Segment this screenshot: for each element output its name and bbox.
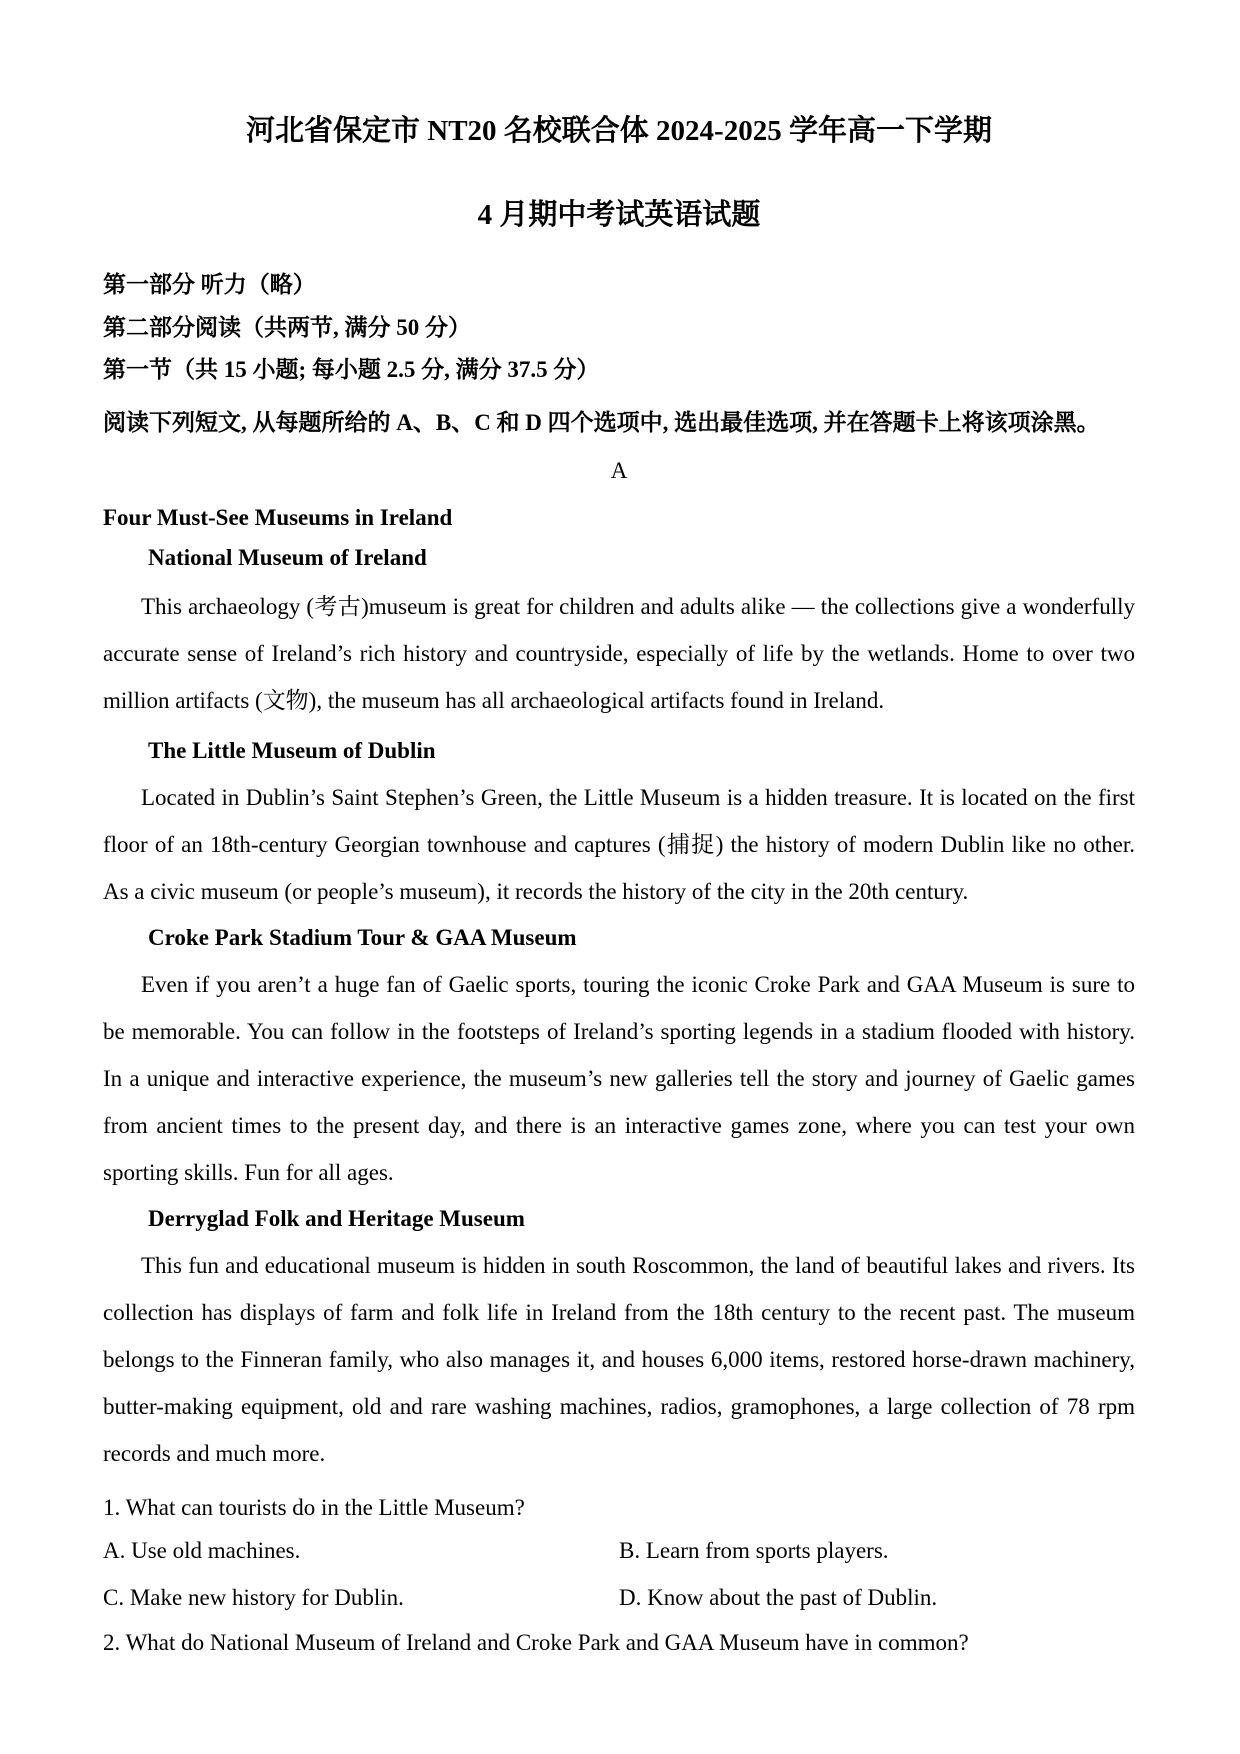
- part2-heading: 第二部分阅读（共两节, 满分 50 分）: [103, 315, 471, 340]
- question-1-text: 1. What can tourists do in the Little Museum?: [103, 1495, 525, 1520]
- passage-paragraph-2: Located in Dublin’s Saint Stephen’s Green, the Little Museum is a hidden treasure. It is located on the first floor of an 18th-century Georgian townhouse and captures (捕捉) the history of modern Dublin like no other. As a civic museum (or people’s museum), it records the history of the city in the 20th century.: [103, 785, 1135, 904]
- document-title-line1: 河北省保定市 NT20 名校联合体 2024-2025 学年高一下学期: [246, 115, 992, 147]
- document-title-line2: 4 月期中考试英语试题: [477, 199, 761, 231]
- part1-heading: 第一部分 听力（略）: [103, 272, 316, 297]
- passage-paragraph-4: This fun and educational museum is hidden in south Roscommon, the land of beautiful lakes and rivers. Its collection has displays of farm and folk life in Ireland from the 18th century to the recent past. The museum belongs to the Finneran family, who also manages it, and houses 6,000 items, restored horse-drawn machinery, butter-making equipment, old and rare washing machines, radios, gramophones, a large collection of 78 rpm records and much more.: [103, 1253, 1135, 1466]
- passage-section-heading-3: Croke Park Stadium Tour & GAA Museum: [148, 925, 577, 950]
- question-1-option-b: B. Learn from sports players.: [619, 1538, 889, 1563]
- reading-direction: 阅读下列短文, 从每题所给的 A、B、C 和 D 四个选项中, 选出最佳选项, 并在答题卡上将该项涂黑。: [103, 410, 1100, 435]
- passage-section-heading-4: Derryglad Folk and Heritage Museum: [148, 1206, 525, 1231]
- page-content: [103, 0, 1135, 1658]
- passage-section-heading-2: The Little Museum of Dublin: [148, 738, 436, 763]
- passage-paragraph-1: This archaeology (考古)museum is great for children and adults alike — the collections give a wonderfully accurate sense of Ireland’s rich history and countryside, especially of life by the wetlands. Home to over two million artifacts (文物), the museum has all archaeological artifacts found in Ireland.: [103, 594, 1135, 713]
- passage-title: Four Must-See Museums in Ireland: [103, 505, 453, 530]
- question-1-options-row-2: [103, 1583, 1135, 1613]
- question-1-option-a: A. Use old machines.: [103, 1538, 301, 1563]
- question-1-option-c: C. Make new history for Dublin.: [103, 1585, 404, 1610]
- passage-label: A: [610, 458, 628, 483]
- passage-paragraph-3: Even if you aren’t a huge fan of Gaelic sports, touring the iconic Croke Park and GAA Museum is sure to be memorable. You can follow in the footsteps of Ireland’s sporting legends in a stadium flooded with history. In a unique and interactive experience, the museum’s new galleries tell the story and journey of Gaelic games from ancient times to the present day, and there is an interactive games zone, where you can test your own sporting skills. Fun for all ages.: [103, 972, 1135, 1185]
- question-2-text: 2. What do National Museum of Ireland and Croke Park and GAA Museum have in common?: [103, 1630, 969, 1655]
- question-1-option-d: D. Know about the past of Dublin.: [619, 1585, 938, 1610]
- passage-section-heading-1: National Museum of Ireland: [148, 545, 427, 570]
- question-1-options-row-1: [103, 1536, 1135, 1566]
- section1-heading: 第一节（共 15 小题; 每小题 2.5 分, 满分 37.5 分）: [103, 357, 600, 382]
